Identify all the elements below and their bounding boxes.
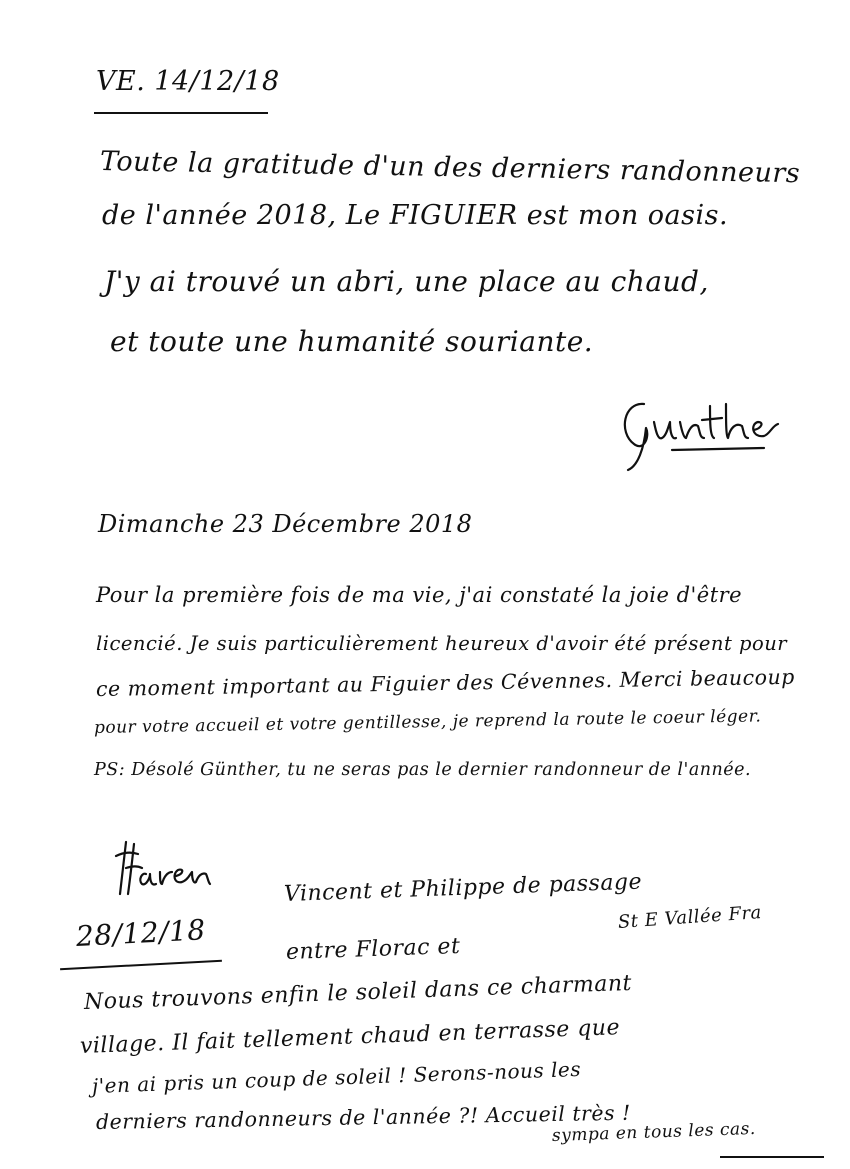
entry2-line-1: Pour la première fois de ma vie, j'ai constaté la joie d'être	[96, 583, 743, 607]
entry3-line-5: sympa en tous les cas.	[551, 1118, 757, 1146]
entry1-line-1: Toute la gratitude d'un des derniers randonneurs	[99, 146, 801, 190]
entry3-line-1: Nous trouvons enfin le soleil dans ce charmant	[83, 970, 633, 1015]
entry2-line-4: pour votre accueil et votre gentillesse, je reprend la route le coeur léger.	[93, 706, 762, 738]
entry3-line-3: j'en ai pris un coup de soleil ! Serons-nous les	[91, 1056, 582, 1098]
entry2-signature	[112, 838, 222, 898]
entry2-line-2: licencié. Je suis particulièrement heureux d'avoir été présent pour	[96, 632, 788, 655]
entry1-date: VE. 14/12/18	[96, 66, 280, 97]
entry1-signature	[614, 392, 784, 472]
entry3-date: 28/12/18	[75, 913, 207, 953]
gunther-signature-icon	[614, 392, 784, 472]
entry1-line-3: J'y ai trouvé un abri, une place au chaud,	[104, 265, 709, 298]
entry3-line-4: derniers randonneurs de l'année ?! Accueil très !	[95, 1100, 631, 1134]
florian-signature-icon	[112, 838, 222, 898]
entry3-header-line-2: entre Florac et	[285, 933, 461, 965]
entry3-header-line-1-right: St E Vallée Fra	[617, 901, 763, 933]
entry1-line-4: et toute une humanité souriante.	[110, 325, 594, 358]
entry3-closing-underline	[720, 1156, 824, 1158]
entry3-line-2: village. Il fait tellement chaud en terrasse que	[79, 1015, 621, 1059]
entry1-date-underline	[94, 112, 268, 114]
entry2-date: Dimanche 23 Décembre 2018	[98, 510, 473, 538]
entry1-line-2: de l'année 2018, Le FIGUIER est mon oasis.	[102, 200, 729, 231]
entry3-header-line-1: Vincent et Philippe de passage	[283, 869, 643, 907]
entry2-line-3: ce moment important au Figuier des Cévennes. Merci beaucoup	[95, 664, 795, 701]
entry2-line-5: PS: Désolé Günther, tu ne seras pas le dernier randonneur de l'année.	[94, 760, 752, 780]
entry3-date-underline	[60, 960, 222, 970]
